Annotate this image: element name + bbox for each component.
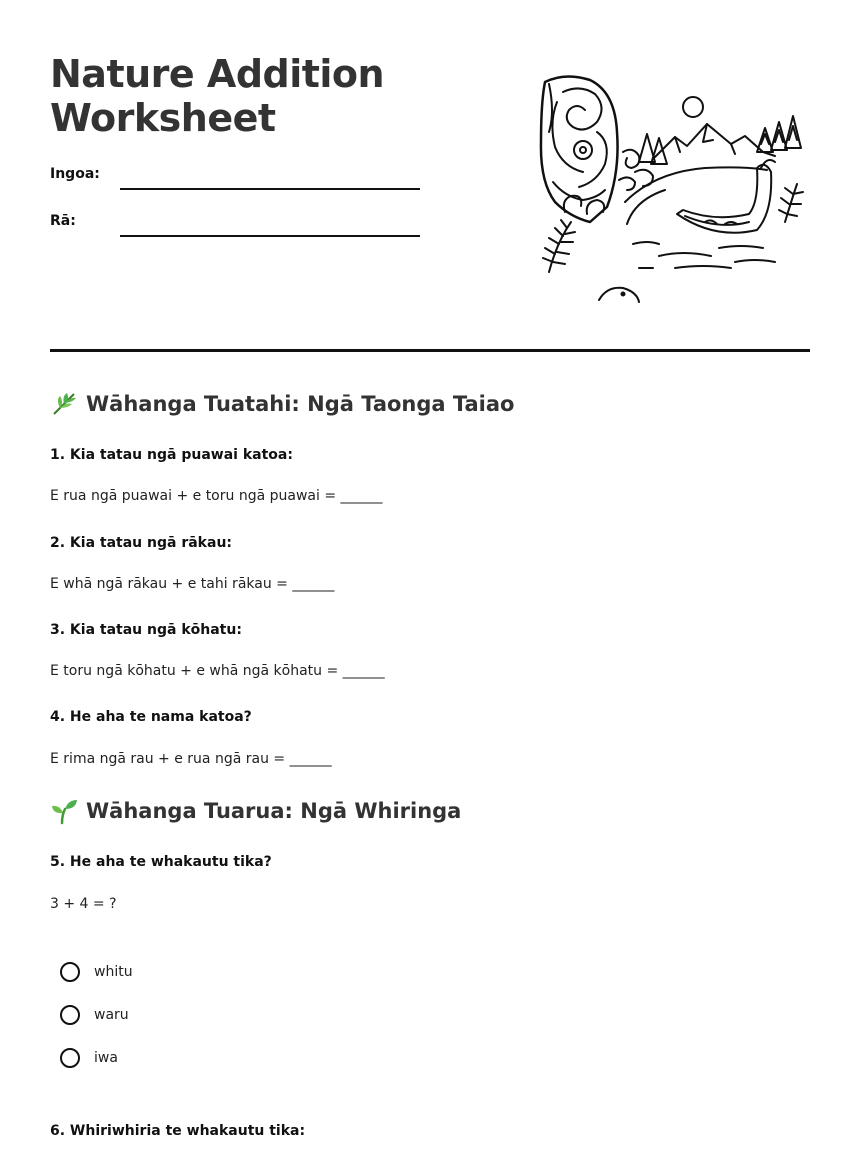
question-3-text: E toru ngā kōhatu + e whā ngā kōhatu = ______: [50, 663, 385, 679]
question-3-title: 3. Kia tatau ngā kōhatu:: [50, 622, 242, 638]
question-5-text: 3 + 4 = ?: [50, 896, 117, 912]
date-write-line[interactable]: [120, 235, 420, 237]
page-title-line-2: Worksheet: [50, 96, 276, 140]
page-title-line-1: Nature Addition: [50, 52, 385, 96]
question-6-title: 6. Whiriwhiria te whakautu tika:: [50, 1123, 306, 1139]
section-1-heading: [50, 390, 514, 418]
herb-icon: [50, 390, 78, 418]
name-label: Ingoa:: [50, 166, 100, 182]
question-2-text: E whā ngā rākau + e tahi rākau = ______: [50, 576, 335, 592]
seedling-icon: [50, 797, 78, 825]
question-1-title: 1. Kia tatau ngā puawai katoa:: [50, 447, 293, 463]
radio-button[interactable]: [60, 1048, 80, 1068]
option-label: waru: [94, 1007, 129, 1023]
date-label: Rā:: [50, 213, 76, 229]
option-waru[interactable]: [60, 1002, 129, 1028]
nature-illustration: [535, 72, 805, 304]
option-label: whitu: [94, 964, 133, 980]
radio-button[interactable]: [60, 962, 80, 982]
header-divider: [50, 349, 810, 352]
name-field[interactable]: [50, 166, 420, 196]
radio-button[interactable]: [60, 1005, 80, 1025]
option-iwa[interactable]: [60, 1045, 118, 1071]
page-title: [50, 52, 384, 140]
question-2-title: 2. Kia tatau ngā rākau:: [50, 535, 233, 551]
date-field[interactable]: [50, 213, 420, 243]
question-1-text: E rua ngā puawai + e toru ngā puawai = ______: [50, 488, 383, 504]
question-4-title: 4. He aha te nama katoa?: [50, 709, 252, 725]
question-5-title: 5. He aha te whakautu tika?: [50, 854, 272, 870]
option-whitu[interactable]: [60, 959, 133, 985]
name-write-line[interactable]: [120, 188, 420, 190]
section-2-heading: [50, 797, 461, 825]
section-1-heading-text: Wāhanga Tuatahi: Ngā Taonga Taiao: [86, 392, 515, 416]
question-4-text: E rima ngā rau + e rua ngā rau = ______: [50, 751, 332, 767]
section-2-heading-text: Wāhanga Tuarua: Ngā Whiringa: [86, 799, 462, 823]
option-label: iwa: [94, 1050, 118, 1066]
